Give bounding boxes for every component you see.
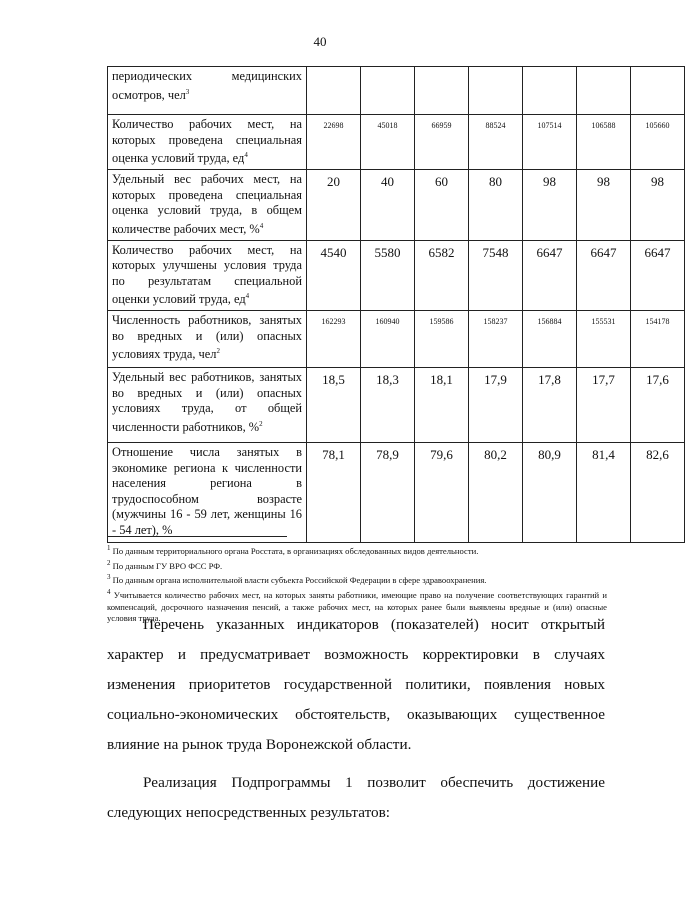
value-text: 4540 — [320, 244, 347, 260]
value-cell — [415, 170, 469, 241]
value-cell — [415, 240, 469, 311]
indicator-label: Отношение числа занятых в экономике региона к численности населения региона в трудоспособном возрасте (мужчины 16 - 59 лет, женщины 16 - 54 лет), % — [112, 445, 302, 537]
value-cell — [469, 67, 523, 115]
value-cell — [415, 67, 469, 115]
paragraph-subprogram-results: Реализация Подпрограммы 1 позволит обеспечить достижение следующих непосредственных результатов: — [107, 774, 605, 821]
value-cell — [631, 240, 685, 311]
value-cell — [523, 368, 577, 443]
value-text: 6582 — [428, 244, 455, 260]
value-text: 88524 — [485, 121, 506, 130]
footnote-text: По данным территориального органа Росстата, в организациях обследованных видов деятельности. — [112, 545, 479, 556]
value-cell — [469, 115, 523, 170]
indicator-label: Удельный вес работников, занятых во вредных и (или) опасных условиях труда, от общей численности работников, % — [112, 370, 302, 434]
table-row — [108, 67, 685, 115]
value-cell — [361, 67, 415, 115]
value-cell — [469, 368, 523, 443]
value-text: 159586 — [429, 317, 454, 326]
value-text: 20 — [327, 174, 340, 189]
value-cell — [523, 240, 577, 311]
value-text: 80,2 — [484, 447, 507, 462]
footnote-ref: 4 — [259, 221, 264, 230]
value-cell — [523, 67, 577, 115]
value-cell — [361, 443, 415, 543]
value-text: 81,4 — [592, 447, 615, 462]
value-text — [473, 69, 518, 71]
value-cell — [469, 443, 523, 543]
table-row — [108, 368, 685, 443]
value-cell — [577, 443, 631, 543]
indicator-label-cell — [108, 67, 307, 115]
value-cell — [523, 170, 577, 241]
indicator-label-cell — [108, 311, 307, 368]
value-cell — [307, 443, 361, 543]
value-cell — [577, 67, 631, 115]
footnote-ref: 3 — [185, 87, 190, 96]
footnote-text: По данным органа исполнительной власти субъекта Российской Федерации в сфере здравоохранения. — [112, 575, 487, 586]
indicators-table — [107, 66, 685, 543]
value-text: 107514 — [537, 121, 562, 130]
value-text: 45018 — [377, 121, 398, 130]
value-cell — [631, 368, 685, 443]
value-cell — [361, 240, 415, 311]
indicator-label-cell — [108, 368, 307, 443]
value-cell — [523, 115, 577, 170]
value-text: 22698 — [323, 121, 344, 130]
footnote-item — [107, 558, 607, 573]
value-text: 18,3 — [376, 372, 399, 387]
footnote-text: По данным ГУ ВРО ФСС РФ. — [112, 560, 223, 571]
value-cell — [307, 115, 361, 170]
value-cell — [631, 311, 685, 368]
indicators-table-body — [108, 67, 685, 543]
value-text — [311, 69, 356, 71]
table-row — [108, 240, 685, 311]
value-text: 154178 — [645, 317, 670, 326]
footnote-mark: 3 — [107, 573, 111, 582]
value-text: 66959 — [431, 121, 452, 130]
value-cell — [631, 443, 685, 543]
value-text: 106588 — [591, 121, 616, 130]
footnote-mark: 2 — [107, 558, 111, 567]
value-text: 82,6 — [646, 447, 669, 462]
value-cell — [361, 170, 415, 241]
value-text — [635, 69, 680, 71]
indicator-label-cell — [108, 170, 307, 241]
value-text: 7548 — [482, 244, 509, 260]
footnote-ref: 4 — [245, 292, 250, 301]
indicator-label-cell — [108, 115, 307, 170]
value-cell — [577, 115, 631, 170]
value-text — [419, 69, 464, 71]
value-cell — [361, 115, 415, 170]
footnote-ref: 4 — [244, 151, 248, 160]
value-text: 17,6 — [646, 372, 669, 387]
value-cell — [415, 311, 469, 368]
table-row — [108, 170, 685, 241]
value-text: 60 — [435, 174, 448, 189]
value-cell — [631, 67, 685, 115]
value-cell — [361, 311, 415, 368]
value-text: 78,9 — [376, 447, 399, 462]
value-text: 98 — [597, 174, 610, 189]
value-text: 78,1 — [322, 447, 345, 462]
value-cell — [523, 311, 577, 368]
value-cell — [577, 170, 631, 241]
footnote-ref: 2 — [216, 347, 220, 356]
value-cell — [307, 67, 361, 115]
value-cell — [469, 240, 523, 311]
value-cell — [307, 311, 361, 368]
value-cell — [523, 443, 577, 543]
indicator-label-cell — [108, 443, 307, 543]
value-text: 6647 — [536, 244, 563, 260]
value-text: 156884 — [537, 317, 562, 326]
footnote-mark: 1 — [107, 544, 111, 552]
footnote-divider — [107, 536, 287, 537]
indicator-label-cell — [108, 240, 307, 311]
value-cell — [631, 115, 685, 170]
footnote-ref: 2 — [259, 419, 263, 428]
page-number: 40 — [313, 34, 327, 49]
value-cell — [577, 368, 631, 443]
value-text: 40 — [381, 174, 394, 189]
value-text: 162293 — [321, 317, 346, 326]
value-cell — [577, 240, 631, 311]
value-cell — [307, 368, 361, 443]
value-text: 5580 — [374, 244, 401, 260]
value-cell — [307, 170, 361, 241]
value-cell — [361, 368, 415, 443]
value-cell — [469, 170, 523, 241]
footnote-text: Учитывается количество рабочих мест, на которых заняты работники, имеющие право на получение соответствующих гарантий и компенсаций, досрочного назначения пенсий, а также рабочих мест, на которых ранее были выявлены вредные и (или) опасные условия труда. — [107, 589, 608, 624]
indicator-label: Удельный вес рабочих мест, на которых проведена специальная оценка условий труда, в общем количестве рабочих мест, % — [112, 172, 302, 236]
indicator-label: периодических медицинских осмотров, чел — [112, 69, 302, 102]
value-text: 79,6 — [430, 447, 453, 462]
table-row — [108, 115, 685, 170]
value-text — [365, 69, 410, 71]
value-text — [581, 69, 626, 71]
value-text: 80,9 — [538, 447, 561, 462]
value-cell — [415, 115, 469, 170]
value-text: 105660 — [645, 121, 670, 130]
table-row — [108, 311, 685, 368]
value-text: 17,8 — [538, 372, 561, 387]
value-cell — [307, 240, 361, 311]
indicator-label: Количество рабочих мест, на которых улучшены условия труда по результатам специальной оценки условий труда, ед — [112, 242, 302, 307]
value-cell — [577, 311, 631, 368]
value-cell — [415, 443, 469, 543]
table-row — [108, 443, 685, 543]
paragraph-indicators-open: Перечень указанных индикаторов (показателей) носит открытый характер и предусматривает возможность корректировки в случаях изменения приоритетов государственной политики, появления новых социально-экономических обстоятельств, оказывающих существенное влияние на рынок труда Воронежской области. — [107, 616, 605, 753]
footnote-item — [107, 543, 607, 558]
value-cell — [469, 311, 523, 368]
value-text: 18,1 — [430, 372, 453, 387]
value-text: 98 — [543, 174, 556, 189]
value-text: 98 — [651, 174, 664, 189]
value-text: 6647 — [644, 244, 671, 260]
value-text — [527, 69, 572, 71]
indicator-label: Численность работников, занятых во вредных и (или) опасных условиях труда, чел — [112, 313, 302, 362]
footnote-mark: 4 — [107, 587, 111, 596]
indicator-label: Количество рабочих мест, на которых проведена специальная оценка условий труда, ед — [112, 117, 302, 166]
value-cell — [631, 170, 685, 241]
value-cell — [415, 368, 469, 443]
value-text: 6647 — [590, 244, 617, 260]
value-text: 80 — [489, 174, 502, 189]
value-text: 155531 — [591, 317, 616, 326]
footnote-item — [107, 572, 607, 587]
value-text: 18,5 — [322, 372, 345, 387]
value-text: 17,7 — [592, 372, 615, 387]
value-text: 160940 — [375, 317, 400, 326]
value-text: 158237 — [483, 317, 508, 326]
value-text: 17,9 — [484, 372, 507, 387]
